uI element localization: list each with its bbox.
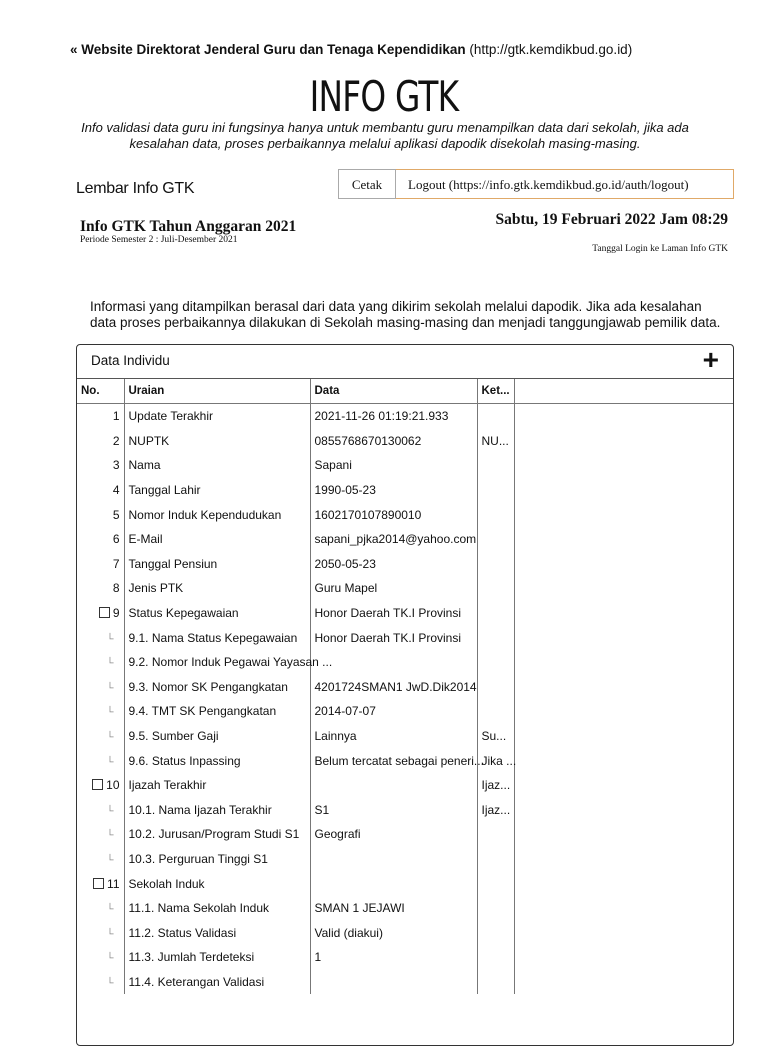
- row-ket: [477, 920, 514, 945]
- row-number: 1: [112, 409, 120, 424]
- lembar-heading: Lembar Info GTK: [76, 180, 195, 197]
- row-ket: [477, 699, 514, 724]
- table-row: [77, 429, 733, 454]
- row-no: [77, 896, 124, 921]
- data-individu-panel: [76, 344, 734, 1046]
- row-empty: [514, 478, 733, 503]
- row-no: [77, 527, 124, 552]
- table-row: [77, 601, 733, 626]
- row-number: 10: [106, 778, 120, 793]
- row-uraian: E-Mail: [124, 527, 310, 552]
- row-empty: [514, 773, 733, 798]
- row-uraian: 9.4. TMT SK Pengangkatan: [124, 699, 310, 724]
- row-ket: [477, 970, 514, 995]
- row-uraian: Status Kepegawaian: [124, 601, 310, 626]
- table-row: [77, 748, 733, 773]
- row-no: [77, 576, 124, 601]
- row-data: Valid (diakui): [310, 920, 477, 945]
- row-empty: [514, 527, 733, 552]
- row-no: [77, 699, 124, 724]
- tree-branch-icon: └: [106, 682, 114, 694]
- row-uraian: 10.1. Nama Ijazah Terakhir: [124, 798, 310, 823]
- tree-branch-icon: └: [106, 928, 114, 940]
- row-data: 4201724SMAN1 JwD.Dik2014: [310, 675, 477, 700]
- row-no: [77, 945, 124, 970]
- row-number: 4: [112, 483, 120, 498]
- row-uraian: 10.2. Jurusan/Program Studi S1: [124, 822, 310, 847]
- row-ket: [477, 601, 514, 626]
- table-row: [77, 453, 733, 478]
- row-uraian: 9.1. Nama Status Kepegawaian: [124, 625, 310, 650]
- tree-branch-icon: └: [106, 756, 114, 768]
- row-ket: [477, 453, 514, 478]
- cetak-button[interactable]: Cetak: [338, 169, 396, 199]
- row-ket: Su...: [477, 724, 514, 749]
- row-uraian: 9.6. Status Inpassing: [124, 748, 310, 773]
- row-ket: Ijaz...: [477, 773, 514, 798]
- table-row: [77, 478, 733, 503]
- row-empty: [514, 650, 733, 675]
- row-empty: [514, 675, 733, 700]
- table-row: [77, 724, 733, 749]
- table-header-row: [77, 379, 733, 404]
- page-subtitle: Info validasi data guru ini fungsinya hanya untuk membantu guru menampilkan data dari sekolah, jika ada kesalahan data, proses perbaikannya melalui aplikasi dapodik disekolah masing-masing.: [81, 120, 689, 151]
- row-empty: [514, 748, 733, 773]
- row-ket: [477, 847, 514, 872]
- row-uraian: 10.3. Perguruan Tinggi S1: [124, 847, 310, 872]
- row-empty: [514, 871, 733, 896]
- row-data: 2050-05-23: [310, 552, 477, 577]
- tree-branch-icon: └: [106, 658, 114, 670]
- directorate-link-url: (http://gtk.kemdikbud.go.id): [465, 42, 633, 57]
- row-data: Sapani: [310, 453, 477, 478]
- row-ket: [477, 896, 514, 921]
- panel-title: Data Individu: [91, 353, 170, 368]
- tree-branch-icon: └: [106, 707, 114, 719]
- row-ket: [477, 527, 514, 552]
- row-ket: Ijaz...: [477, 798, 514, 823]
- row-no: [77, 502, 124, 527]
- directorate-link-label[interactable]: « Website Direktorat Jenderal Guru dan Tenaga Kependidikan: [70, 42, 466, 57]
- panel-header[interactable]: [77, 345, 733, 379]
- row-no: [77, 724, 124, 749]
- row-data: 2014-07-07: [310, 699, 477, 724]
- tree-branch-icon: └: [106, 953, 114, 965]
- row-empty: [514, 453, 733, 478]
- table-row: [77, 847, 733, 872]
- row-data: S1: [310, 798, 477, 823]
- table-row: [77, 675, 733, 700]
- row-data: SMAN 1 JEJAWI: [310, 896, 477, 921]
- row-ket: [477, 502, 514, 527]
- row-no: [77, 429, 124, 454]
- row-no: [77, 625, 124, 650]
- row-uraian: NUPTK: [124, 429, 310, 454]
- row-ket: [477, 675, 514, 700]
- row-data: [310, 847, 477, 872]
- table-row: [77, 773, 733, 798]
- row-empty: [514, 576, 733, 601]
- row-data: Geografi: [310, 822, 477, 847]
- row-data: 1: [310, 945, 477, 970]
- row-empty: [514, 822, 733, 847]
- row-no: [77, 675, 124, 700]
- row-number: 2: [112, 433, 120, 448]
- row-ket: [477, 478, 514, 503]
- row-data: Honor Daerah TK.I Provinsi: [310, 625, 477, 650]
- row-empty: [514, 429, 733, 454]
- tree-branch-icon: └: [106, 854, 114, 866]
- table-row: [77, 945, 733, 970]
- row-no: [77, 650, 124, 675]
- row-ket: [477, 822, 514, 847]
- row-uraian: 11.4. Keterangan Validasi: [124, 970, 310, 995]
- row-data: Guru Mapel: [310, 576, 477, 601]
- row-uraian: Ijazah Terakhir: [124, 773, 310, 798]
- table-row: [77, 650, 733, 675]
- tree-branch-icon: └: [106, 732, 114, 744]
- row-ket: [477, 650, 514, 675]
- row-data: [310, 871, 477, 896]
- row-empty: [514, 404, 733, 429]
- table-row: [77, 552, 733, 577]
- row-data: 1990-05-23: [310, 478, 477, 503]
- row-number: 11: [107, 876, 120, 891]
- row-uraian: Jenis PTK: [124, 576, 310, 601]
- row-data: [310, 650, 477, 675]
- row-empty: [514, 945, 733, 970]
- tree-branch-icon: └: [106, 904, 114, 916]
- row-uraian: Tanggal Pensiun: [124, 552, 310, 577]
- row-uraian: Update Terakhir: [124, 404, 310, 429]
- row-empty: [514, 625, 733, 650]
- row-number: 9: [112, 606, 120, 621]
- row-number: 6: [112, 532, 120, 547]
- directorate-link[interactable]: [70, 42, 632, 57]
- row-empty: [514, 970, 733, 995]
- row-no: [77, 748, 124, 773]
- row-no: [77, 920, 124, 945]
- row-uraian: Nama: [124, 453, 310, 478]
- column-header-uraian[interactable]: Uraian: [124, 379, 310, 404]
- row-number: 3: [112, 458, 120, 473]
- row-empty: [514, 601, 733, 626]
- row-uraian: Nomor Induk Kependudukan: [124, 502, 310, 527]
- data-table: [77, 379, 733, 994]
- expand-toggle-icon[interactable]: [92, 779, 103, 790]
- row-no[interactable]: [77, 773, 124, 798]
- row-ket: [477, 945, 514, 970]
- row-no: [77, 970, 124, 995]
- column-header-no[interactable]: No.: [77, 379, 124, 404]
- row-data: [310, 970, 477, 995]
- row-no: [77, 478, 124, 503]
- plus-icon[interactable]: +: [702, 344, 719, 375]
- row-empty: [514, 502, 733, 527]
- table-row: [77, 920, 733, 945]
- expand-toggle-icon[interactable]: [93, 878, 104, 889]
- row-data: 1602170107890010: [310, 502, 477, 527]
- row-ket: [477, 576, 514, 601]
- row-empty: [514, 798, 733, 823]
- table-row: [77, 871, 733, 896]
- row-number: 7: [112, 556, 120, 571]
- table-row: [77, 404, 733, 429]
- row-no: [77, 847, 124, 872]
- row-uraian: Sekolah Induk: [124, 871, 310, 896]
- row-no: [77, 552, 124, 577]
- row-data: [310, 773, 477, 798]
- row-empty: [514, 896, 733, 921]
- row-ket: [477, 404, 514, 429]
- tree-branch-icon: └: [106, 633, 114, 645]
- tree-branch-icon: └: [106, 830, 114, 842]
- row-data: Belum tercatat sebagai peneri...: [310, 748, 477, 773]
- row-uraian: 11.1. Nama Sekolah Induk: [124, 896, 310, 921]
- row-number: 5: [112, 507, 120, 522]
- row-number: 8: [112, 581, 120, 596]
- table-row: [77, 502, 733, 527]
- table-row: [77, 576, 733, 601]
- logout-button[interactable]: Logout (https://info.gtk.kemdikbud.go.id/auth/logout): [396, 169, 734, 199]
- column-header-data[interactable]: Data: [310, 379, 477, 404]
- row-uraian: 9.3. Nomor SK Pengangkatan: [124, 675, 310, 700]
- row-data: sapani_pjka2014@yahoo.com: [310, 527, 477, 552]
- row-ket: NU...: [477, 429, 514, 454]
- table-row: [77, 798, 733, 823]
- login-date: Sabtu, 19 Februari 2022 Jam 08:29: [495, 211, 728, 228]
- table-row: [77, 699, 733, 724]
- column-header-ket[interactable]: Ket...: [477, 379, 514, 404]
- row-data: 0855768670130062: [310, 429, 477, 454]
- table-row: [77, 527, 733, 552]
- row-uraian: 9.5. Sumber Gaji: [124, 724, 310, 749]
- row-empty: [514, 920, 733, 945]
- row-no: [77, 798, 124, 823]
- row-empty: [514, 699, 733, 724]
- row-uraian: Tanggal Lahir: [124, 478, 310, 503]
- row-ket: [477, 625, 514, 650]
- table-row: [77, 896, 733, 921]
- row-no: [77, 404, 124, 429]
- row-data: Lainnya: [310, 724, 477, 749]
- periode-text: Periode Semester 2 : Juli-Desember 2021: [80, 235, 238, 245]
- row-no[interactable]: [77, 871, 124, 896]
- info-year-heading: Info GTK Tahun Anggaran 2021: [80, 218, 297, 235]
- row-data: 2021-11-26 01:19:21.933: [310, 404, 477, 429]
- row-data: Honor Daerah TK.I Provinsi: [310, 601, 477, 626]
- tree-branch-icon: └: [106, 977, 114, 989]
- table-row: [77, 625, 733, 650]
- login-date-label: Tanggal Login ke Laman Info GTK: [592, 244, 728, 254]
- table-row: [77, 822, 733, 847]
- row-uraian: 11.3. Jumlah Terdeteksi: [124, 945, 310, 970]
- row-empty: [514, 724, 733, 749]
- row-no[interactable]: [77, 601, 124, 626]
- tree-branch-icon: └: [106, 805, 114, 817]
- row-no: [77, 453, 124, 478]
- column-header-empty: [514, 379, 733, 404]
- row-ket: [477, 871, 514, 896]
- data-notice: Informasi yang ditampilkan berasal dari data yang dikirim sekolah melalui dapodik. Jika ada kesalahan data proses perbaikannya dilakukan di Sekolah masing-masing dan menjadi tanggungjawab pemilik data.: [90, 299, 721, 330]
- row-ket: [477, 552, 514, 577]
- row-no: [77, 822, 124, 847]
- row-empty: [514, 552, 733, 577]
- expand-toggle-icon[interactable]: [99, 607, 110, 618]
- row-uraian: 9.2. Nomor Induk Pegawai Yayasan ...: [124, 650, 310, 675]
- row-empty: [514, 847, 733, 872]
- table-row: [77, 970, 733, 995]
- row-ket: Jika ...: [477, 748, 514, 773]
- row-uraian: 11.2. Status Validasi: [124, 920, 310, 945]
- page-title: INFO GTK: [309, 72, 459, 121]
